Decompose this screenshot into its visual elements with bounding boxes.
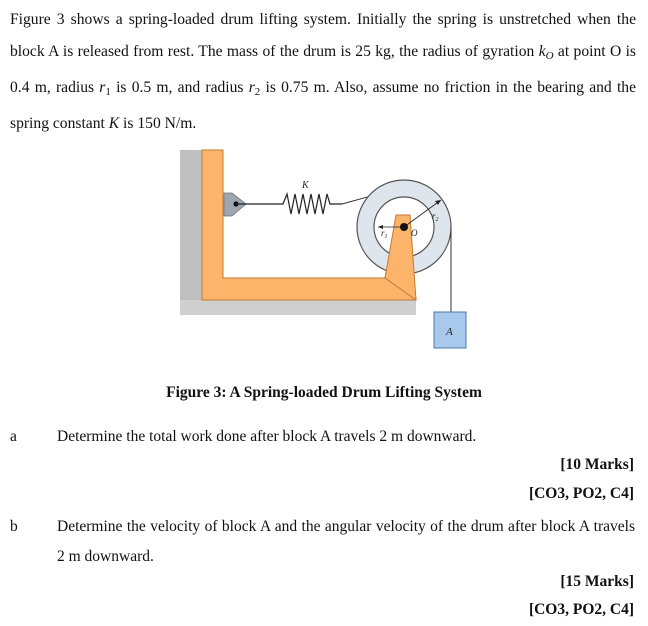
- r2-symbol: r: [248, 79, 255, 96]
- block-label: A: [446, 326, 453, 338]
- drum-lifting-figure: [175, 140, 475, 365]
- problem-text-5: is 150 N/m.: [119, 115, 197, 132]
- ko-symbol: k: [538, 43, 546, 60]
- ground: [180, 300, 416, 315]
- problem-text-3: is 0.5 m, and radius: [110, 79, 249, 96]
- question-b-letter: b: [10, 518, 18, 535]
- problem-statement: [10, 4, 636, 140]
- question-a-letter: a: [10, 428, 17, 445]
- r1-subscript: 1: [105, 86, 111, 98]
- ko-subscript: O: [545, 50, 554, 62]
- question-b-marks: [15 Marks]: [560, 573, 634, 590]
- wall: [180, 150, 202, 315]
- question-a-text: Determine the total work done after block A travels 2 m downward.: [57, 428, 477, 445]
- spring-label: K: [302, 180, 309, 191]
- problem-text-4: is 0.75 m. Also, assume no friction in the bearing and the spring constant: [10, 79, 636, 132]
- figure-caption: Figure 3: A Spring-loaded Drum Lifting System: [166, 384, 482, 401]
- problem-paragraph: [10, 4, 636, 140]
- question-b-text: Determine the velocity of block A and the angular velocity of the drum after block A travels 2 m downward.: [57, 518, 635, 565]
- center-label: O: [411, 228, 418, 238]
- question-b-co: [CO3, PO2, C4]: [528, 601, 634, 618]
- question-a-co: [CO3, PO2, C4]: [528, 485, 634, 502]
- spring: [236, 194, 342, 214]
- r2-subscript: 2: [254, 86, 261, 98]
- problem-text-1: Figure 3 shows a spring-loaded drum lifting system. Initially the spring is unstretched when the block A is released from rest. The mass of the drum is 25 kg, the radius of gyration: [10, 11, 636, 60]
- r1-symbol: r: [99, 79, 106, 96]
- problem-text-2: at point O is 0.4 m, radius: [10, 43, 636, 96]
- r1-label: $r_1$: [381, 228, 388, 240]
- r2-label: $r_2$: [432, 211, 439, 223]
- question-a-marks: [10 Marks]: [560, 456, 634, 473]
- k-symbol: K: [108, 115, 120, 132]
- axle: [400, 223, 408, 231]
